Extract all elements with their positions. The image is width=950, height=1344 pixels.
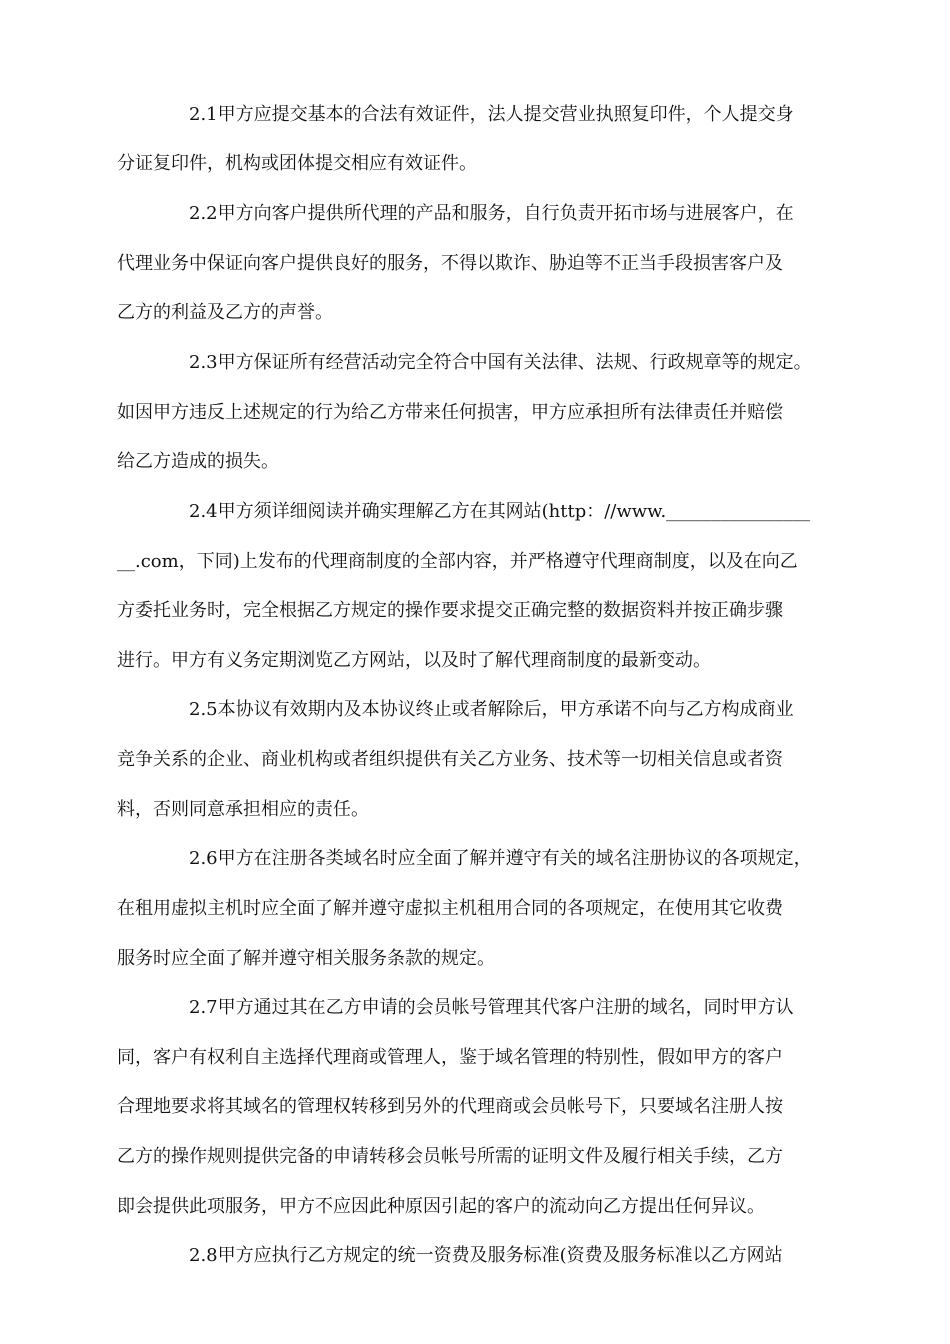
text-line: __.com，下同)上发布的代理商制度的全部内容，并严格遵守代理商制度，以及在向乙 <box>117 551 798 572</box>
text-line: 进行。甲方有义务定期浏览乙方网站，以及时了解代理商制度的最新变动。 <box>117 650 711 671</box>
text-line: 乙方的操作规则提供完备的申请转移会员帐号所需的证明文件及履行相关手续，乙方 <box>117 1146 783 1167</box>
text-line: 2.7甲方通过其在乙方申请的会员帐号管理其代客户注册的域名，同时甲方认 <box>189 997 794 1018</box>
text-line: 2.5本协议有效期内及本协议终止或者解除后，甲方承诺不向与乙方构成商业 <box>189 699 794 720</box>
text-line: 2.2甲方向客户提供所代理的产品和服务，自行负责开拓市场与进展客户，在 <box>189 203 794 224</box>
text-line: 2.6甲方在注册各类域名时应全面了解并遵守有关的域名注册协议的各项规定， <box>189 848 812 869</box>
text-line: 代理业务中保证向客户提供良好的服务，不得以欺诈、胁迫等不正当手段损害客户及 <box>117 253 783 274</box>
text-line: 在租用虚拟主机时应全面了解并遵守虚拟主机租用合同的各项规定，在使用其它收费 <box>117 898 783 919</box>
text-line: 乙方的利益及乙方的声誉。 <box>117 302 333 323</box>
text-line: 方委托业务时，完全根据乙方规定的操作要求提交正确完整的数据资料并按正确步骤 <box>117 600 783 621</box>
text-line: 2.4甲方须详细阅读并确实理解乙方在其网站(http：//www.________________ <box>189 501 811 522</box>
text-line: 合理地要求将其域名的管理权转移到另外的代理商或会员帐号下，只要域名注册人按 <box>117 1096 783 1117</box>
text-line: 服务时应全面了解并遵守相关服务条款的规定。 <box>117 948 495 969</box>
text-line: 料，否则同意承担相应的责任。 <box>117 799 369 820</box>
text-line: 竞争关系的企业、商业机构或者组织提供有关乙方业务、技术等一切相关信息或者资 <box>117 749 783 770</box>
text-line: 给乙方造成的损失。 <box>117 451 279 472</box>
text-line: 即会提供此项服务，甲方不应因此种原因引起的客户的流动向乙方提出任何异议。 <box>117 1196 765 1217</box>
text-line: 如因甲方违反上述规定的行为给乙方带来任何损害，甲方应承担所有法律责任并赔偿 <box>117 402 783 423</box>
text-line: 2.1甲方应提交基本的合法有效证件，法人提交营业执照复印件，个人提交身 <box>189 104 794 125</box>
text-line: 2.8甲方应执行乙方规定的统一资费及服务标准(资费及服务标准以乙方网站 <box>189 1245 783 1266</box>
text-line: 2.3甲方保证所有经营活动完全符合中国有关法律、法规、行政规章等的规定。 <box>189 352 812 373</box>
text-line: 同，客户有权利自主选择代理商或管理人，鉴于域名管理的特别性，假如甲方的客户 <box>117 1047 783 1068</box>
text-line: 分证复印件，机构或团体提交相应有效证件。 <box>117 153 477 174</box>
